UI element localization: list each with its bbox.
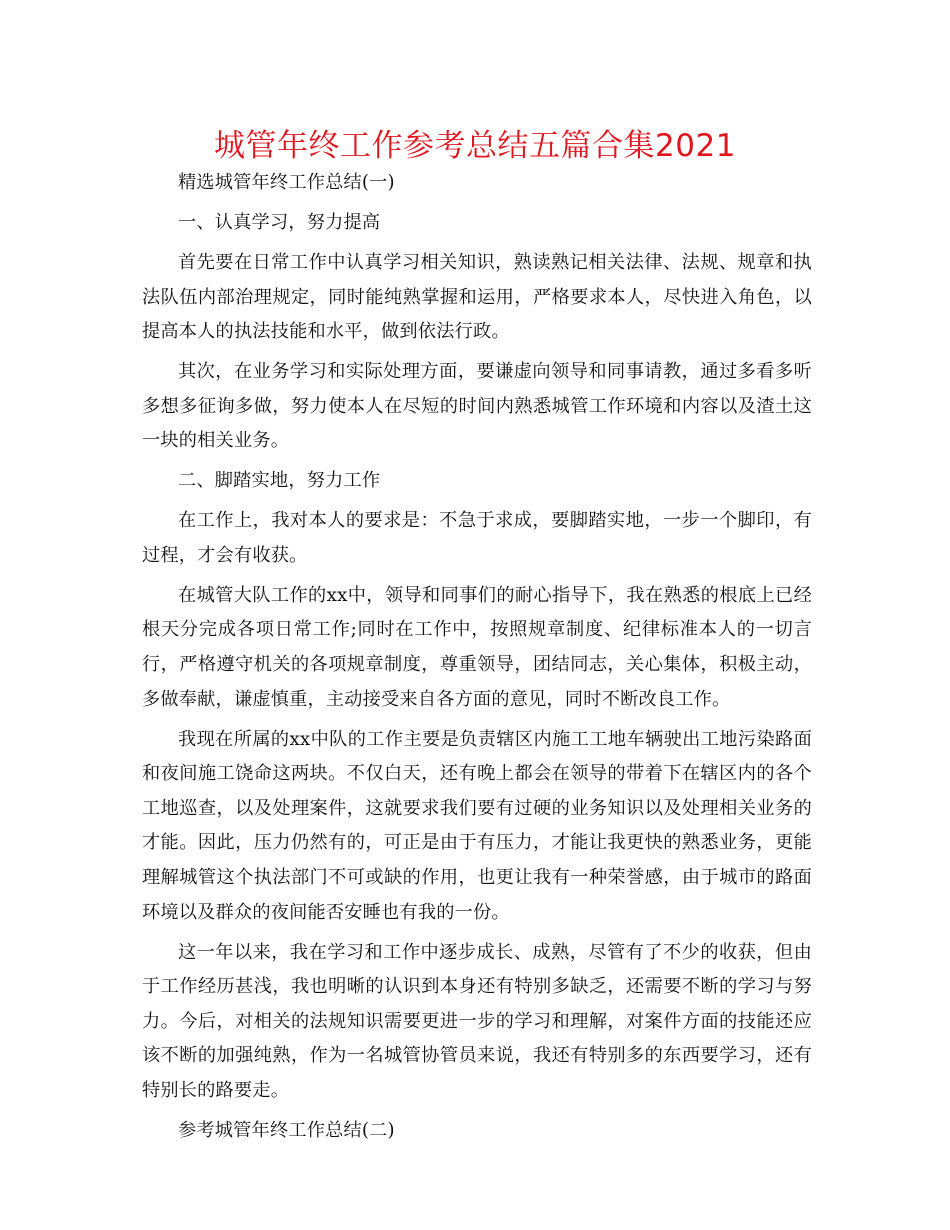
subheading-work: 二、脚踏实地，努力工作 [178, 470, 381, 492]
paragraph: 我现在所属的xx中队的工作主要是负责辖区内施工工地车辆驶出工地污染路面和夜间施工饶命这两块。不仅白天，还有晚上都会在领导的带着下在辖区内的各个工地巡查，以及处理案件，这就要求我们要有过硬的业务知识以及处理相关业务的才能。因此，压力仍然有的，可正是由于有压力，才能让我更快的熟悉业务，更能理解城管这个执法部门不可或缺的作用，也更让我有一种荣誉感，由于城市的路面环境以及群众的夜间能否安睡也有我的一份。 [142, 728, 812, 923]
document-title: 城管年终工作参考总结五篇合集2021 [214, 128, 736, 164]
paragraph: 在工作上，我对本人的要求是：不急于求成，要脚踏实地，一步一个脚印，有过程，才会有收获。 [142, 510, 812, 566]
paragraph: 这一年以来，我在学习和工作中逐步成长、成熟，尽管有了不少的收获，但由于工作经历甚浅，我也明晰的认识到本身还有特别多缺乏，还需要不断的学习与努力。今后，对相关的法规知识需要更进一步的学习和理解，对案件方面的技能还应该不断的加强纯熟，作为一名城管协管员来说，我还有特别多的东西要学习，还有特别长的路要走。 [142, 941, 812, 1101]
subheading-study: 一、认真学习，努力提高 [178, 211, 381, 233]
document-body [142, 166, 812, 1149]
paragraph: 首先要在日常工作中认真学习相关知识，熟读熟记相关法律、法规、规章和执法队伍内部治理规定，同时能纯熟掌握和运用，严格要求本人，尽快进入角色，以提高本人的执法技能和水平，做到依法行政。 [142, 251, 812, 343]
paragraph: 其次，在业务学习和实际处理方面，要谦虚向领导和同事请教，通过多看多听多想多征询多做，努力使本人在尽短的时间内熟悉城管工作环境和内容以及渣土这一块的相关业务。 [142, 361, 812, 452]
section-heading-2: 参考城管年终工作总结(二) [178, 1119, 395, 1141]
section-heading-1: 精选城管年终工作总结(一) [178, 172, 395, 193]
paragraph: 在城管大队工作的xx中，领导和同事们的耐心指导下，我在熟悉的根底上已经根天分完成各项日常工作;同时在工作中，按照规章制度、纪律标准本人的一切言行，严格遵守机关的各项规章制度，尊重领导，团结同志，关心集体，积极主动，多做奉献，谦虚慎重，主动接受来自各方面的意见，同时不断改良工作。 [142, 584, 812, 710]
